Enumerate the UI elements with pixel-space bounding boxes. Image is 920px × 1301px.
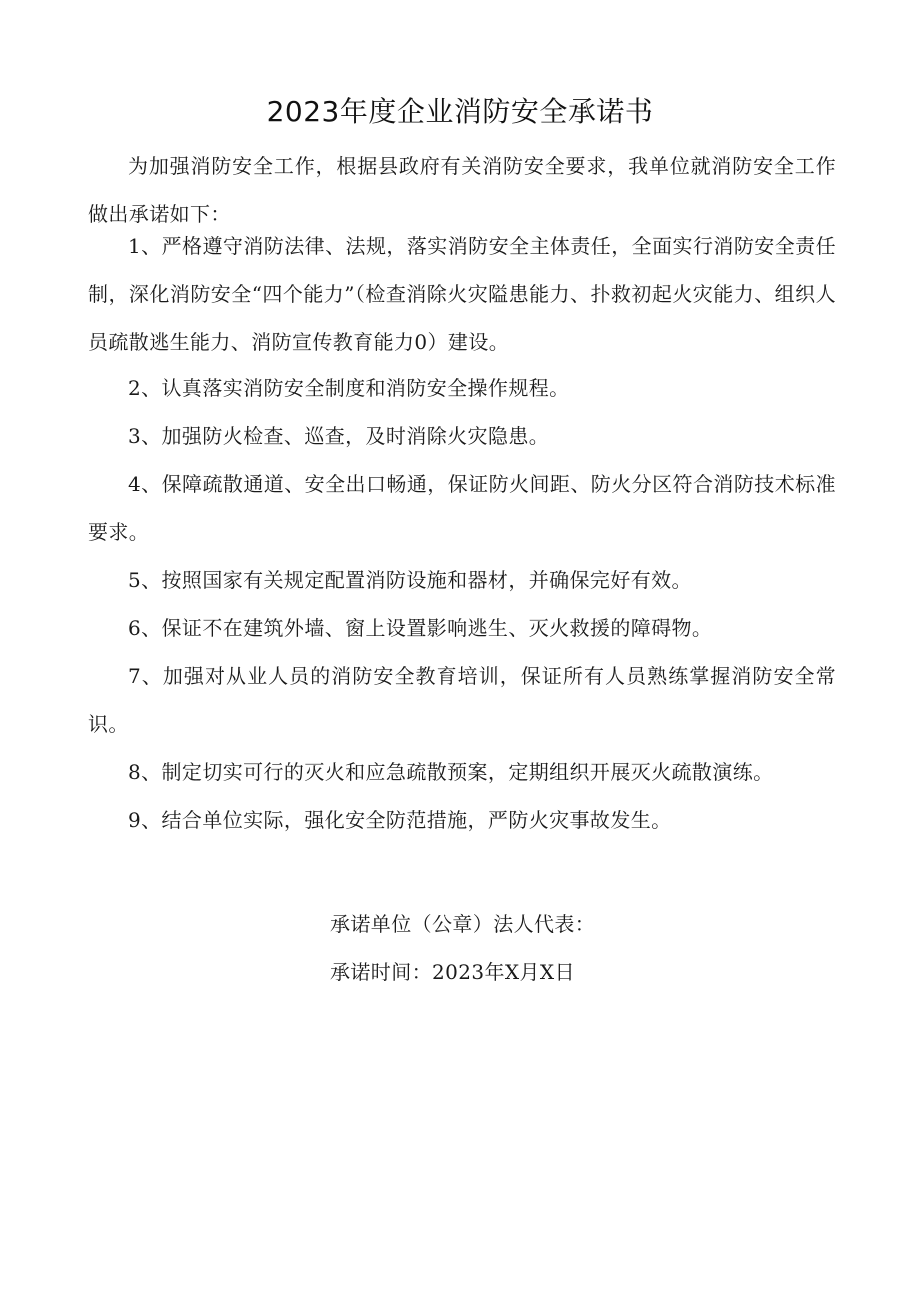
commitment-item-6: 6、保证不在建筑外墙、窗上设置影响逃生、灭火救援的障碍物。	[128, 616, 713, 640]
commitment-item-8: 8、制定切实可行的灭火和应急疏散预案，定期组织开展灭火疏散演练。	[128, 760, 774, 784]
commitment-item-2: 2、认真落实消防安全制度和消防安全操作规程。	[128, 376, 570, 400]
commitment-item-9: 9、结合单位实际，强化安全防范措施，严防火灾事故发生。	[128, 808, 672, 832]
signature-unit-line: 承诺单位（公章）法人代表：	[330, 912, 596, 936]
signature-time-line: 承诺时间：2023年X月X日	[330, 960, 575, 984]
intro-paragraph: 为加强消防安全工作，根据县政府有关消防安全要求，我单位就消防安全工作做出承诺如下：	[88, 154, 836, 226]
document-title: 2023年度企业消防安全承诺书	[266, 95, 654, 128]
commitment-item-4: 4、保障疏散通道、安全出口畅通，保证防火间距、防火分区符合消防技术标准要求。	[88, 472, 836, 544]
commitment-item-1: 1、严格遵守消防法律、法规，落实消防安全主体责任，全面实行消防安全责任制，深化消防安全“四个能力”（检查消除火灾隘患能力、扑救初起火灾能力、组织人员疏散逃生能力、消防宣传教育能力0）建设。	[88, 234, 836, 354]
commitment-item-7: 7、加强对从业人员的消防安全教育培训，保证所有人员熟练掌握消防安全常识。	[88, 664, 836, 736]
commitment-item-5: 5、按照国家有关规定配置消防设施和器材，并确保完好有效。	[128, 568, 692, 592]
commitment-item-3: 3、加强防火检查、巡查，及时消除火灾隐患。	[128, 424, 550, 448]
